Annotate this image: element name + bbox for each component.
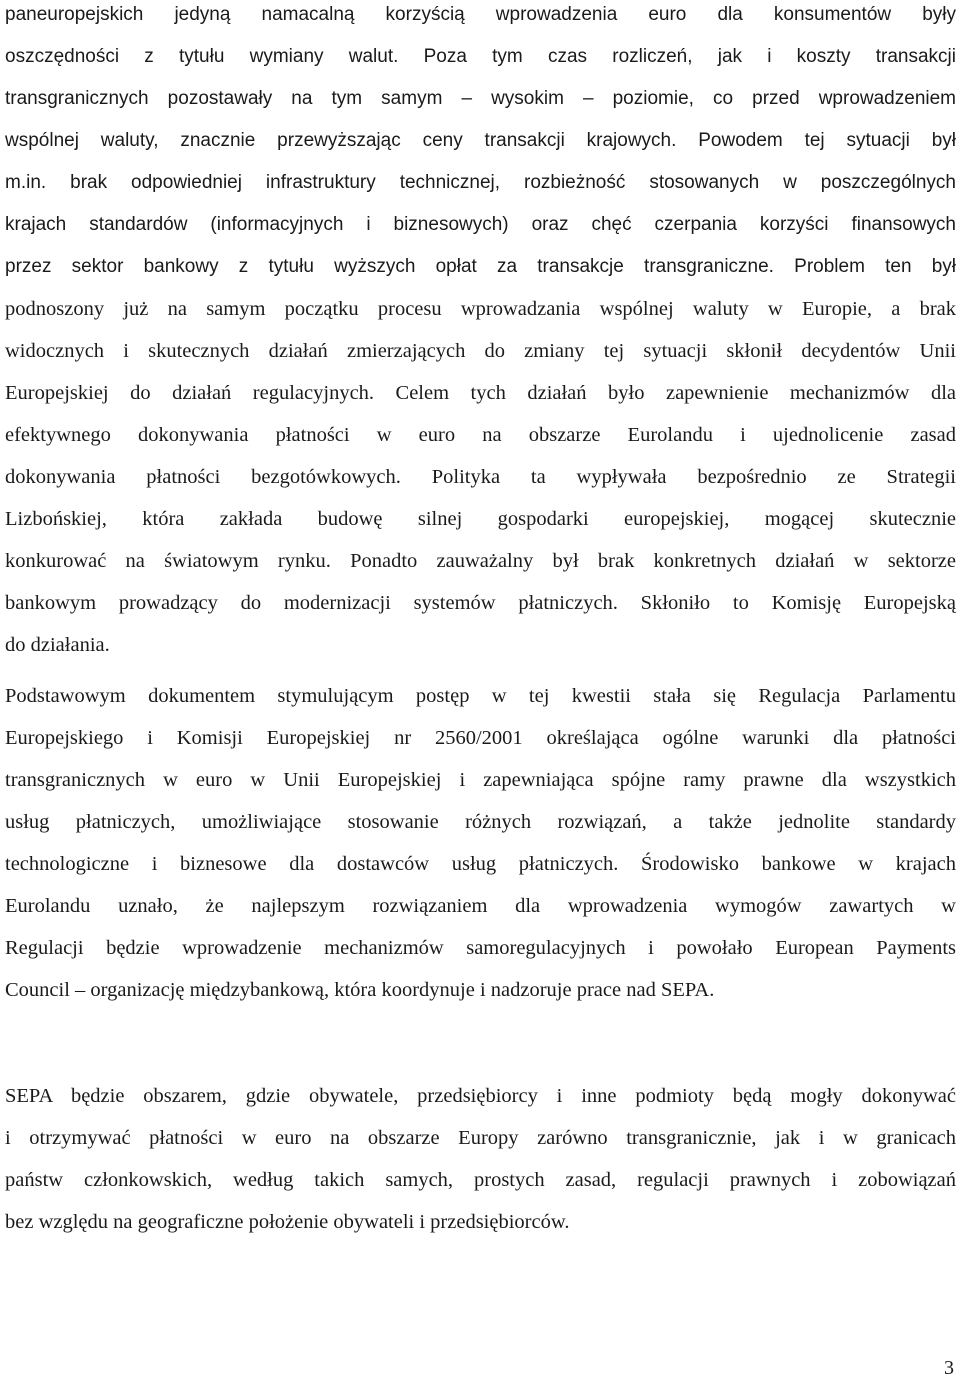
text-line: m.in. brak odpowiedniej infrastruktury technicznej, rozbieżność stosowanych w poszczególnych xyxy=(5,172,956,193)
text-line: krajach standardów (informacyjnych i biznesowych) oraz chęć czerpania korzyści finansowych xyxy=(5,214,956,235)
text-line: bankowym prowadzący do modernizacji systemów płatniczych. Skłoniło to Komisję Europejską xyxy=(5,592,956,614)
text-line: podnoszony już na samym początku procesu wprowadzania wspólnej waluty w Europie, a brak xyxy=(5,298,956,320)
text-line: Eurolandu uznało, że najlepszym rozwiązaniem dla wprowadzenia wymogów zawartych w xyxy=(5,895,956,917)
text-line: transgranicznych w euro w Unii Europejskiej i zapewniająca spójne ramy prawne dla wszystkich xyxy=(5,769,956,791)
text-line: Podstawowym dokumentem stymulującym postęp w tej kwestii stała się Regulacja Parlamentu xyxy=(5,685,956,707)
text-line: Council – organizację międzybankową, która koordynuje i nadzoruje prace nad SEPA. xyxy=(5,979,715,1001)
text-line: Europejskiego i Komisji Europejskiej nr 2560/2001 określająca ogólne warunki dla płatności xyxy=(5,727,956,749)
text-line: do działania. xyxy=(5,634,110,656)
paragraph-1 xyxy=(5,0,956,666)
paragraph-3 xyxy=(5,1075,956,1243)
text-line: SEPA będzie obszarem, gdzie obywatele, przedsiębiorcy i inne podmioty będą mogły dokonywać xyxy=(5,1085,956,1107)
text-line: widocznych i skutecznych działań zmierzających do zmiany tej sytuacji skłonił decydentów Unii xyxy=(5,340,956,362)
text-line: Europejskiej do działań regulacyjnych. Celem tych działań było zapewnienie mechanizmów dla xyxy=(5,382,956,404)
text-line: bez względu na geograficzne położenie obywateli i przedsiębiorców. xyxy=(5,1211,570,1233)
paragraph-2 xyxy=(5,675,956,1011)
text-line: paneuropejskich jedyną namacalną korzyścią wprowadzenia euro dla konsumentów były xyxy=(5,4,956,25)
text-line: wspólnej waluty, znacznie przewyższając ceny transakcji krajowych. Powodem tej sytuacji był xyxy=(5,130,956,151)
text-line: efektywnego dokonywania płatności w euro na obszarze Eurolandu i ujednolicenie zasad xyxy=(5,424,956,446)
text-line: Regulacji będzie wprowadzenie mechanizmów samoregulacyjnych i powołało European Payments xyxy=(5,937,956,959)
text-line: usług płatniczych, umożliwiające stosowanie różnych rozwiązań, a także jednolite standardy xyxy=(5,811,956,833)
page-number: 3 xyxy=(944,1357,954,1379)
text-line: konkurować na światowym rynku. Ponadto zauważalny był brak konkretnych działań w sektorze xyxy=(5,550,956,572)
text-line: technologiczne i biznesowe dla dostawców usług płatniczych. Środowisko bankowe w krajach xyxy=(5,853,956,875)
text-line: przez sektor bankowy z tytułu wyższych opłat za transakcje transgraniczne. Problem ten był xyxy=(5,256,956,277)
text-line: Lizbońskiej, która zakłada budowę silnej gospodarki europejskiej, mogącej skutecznie xyxy=(5,508,956,530)
text-line: oszczędności z tytułu wymiany walut. Poza tym czas rozliczeń, jak i koszty transakcji xyxy=(5,46,956,67)
text-line: i otrzymywać płatności w euro na obszarze Europy zarówno transgranicznie, jak i w granicach xyxy=(5,1127,956,1149)
text-line: państw członkowskich, według takich samych, prostych zasad, regulacji prawnych i zobowiązań xyxy=(5,1169,956,1191)
text-line: transgranicznych pozostawały na tym samym – wysokim – poziomie, co przed wprowadzeniem xyxy=(5,88,956,109)
text-line: dokonywania płatności bezgotówkowych. Polityka ta wypływała bezpośrednio ze Strategii xyxy=(5,466,956,488)
